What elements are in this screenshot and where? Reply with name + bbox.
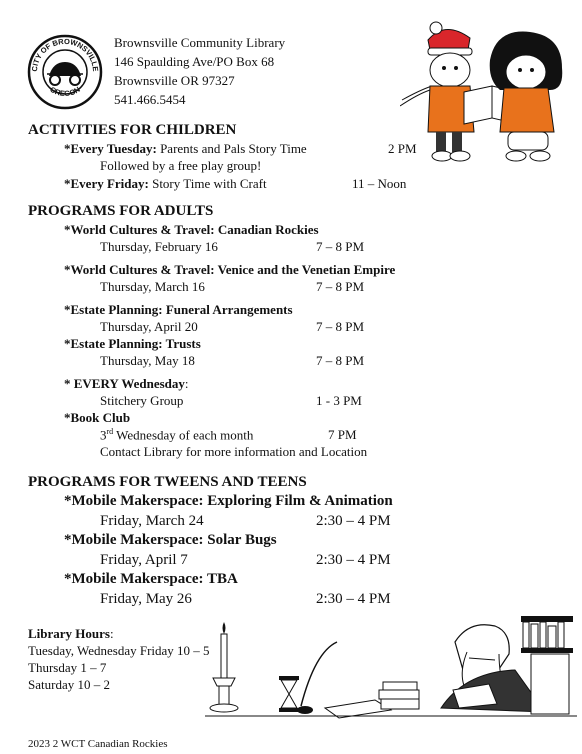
children-reading-illustration	[400, 20, 570, 165]
phone-number: 541.466.5454	[114, 92, 186, 107]
friday-label: *Every Friday:	[64, 176, 149, 191]
program-title-trusts: *Estate Planning: Trusts	[64, 336, 201, 351]
tuesday-line	[64, 141, 307, 157]
tuesday-note: Followed by a free play group!	[100, 158, 262, 173]
program-time: 7 – 8 PM	[316, 353, 365, 368]
makerspace-date: Friday, April 7	[100, 552, 188, 568]
library-hours-label: Library Hours	[28, 626, 110, 641]
friday-line	[64, 176, 267, 192]
tuesday-desc: Parents and Pals Story Time	[156, 141, 307, 156]
book-club-contact: Contact Library for more information and Location	[100, 444, 368, 459]
address-line-1: 146 Spaulding Ave/PO Box 68	[114, 54, 275, 69]
makerspace-title-tba: *Mobile Makerspace: TBA	[64, 571, 238, 587]
program-date: Thursday, March 16	[100, 279, 205, 294]
makerspace-time: 2:30 – 4 PM	[316, 591, 391, 607]
tuesday-time: 2 PM	[388, 141, 417, 156]
wednesday-colon: :	[184, 376, 189, 391]
hours-line-1: Tuesday, Wednesday Friday 10 – 5	[28, 643, 210, 658]
wednesday-line	[64, 376, 189, 392]
city-seal-logo	[27, 34, 103, 110]
program-time: 7 – 8 PM	[316, 239, 365, 254]
book-club-title: *Book Club	[64, 410, 131, 425]
program-date: Thursday, April 20	[100, 319, 198, 334]
library-hours-heading	[28, 626, 114, 642]
svg-text:CITY OF BROWNSVILLE: CITY OF BROWNSVILLE	[29, 36, 101, 72]
tuesday-label: *Every Tuesday:	[64, 141, 157, 156]
program-time: 7 – 8 PM	[316, 279, 365, 294]
stitchery-group: Stitchery Group	[100, 393, 184, 408]
hours-line-3: Saturday 10 – 2	[28, 677, 110, 692]
program-date: Thursday, May 18	[100, 353, 195, 368]
book-club-num: 3	[100, 427, 107, 443]
book-club-time: 7 PM	[328, 427, 357, 442]
book-club-rest: Wednesday of each month	[113, 427, 254, 443]
wednesday-label: * EVERY Wednesday	[64, 376, 185, 391]
teens-heading: PROGRAMS FOR TWEENS AND TEENS	[28, 474, 307, 490]
book-club-sup: rd	[106, 427, 114, 436]
scholar-reading-illustration	[205, 612, 577, 722]
adults-heading: PROGRAMS FOR ADULTS	[28, 203, 214, 219]
makerspace-time: 2:30 – 4 PM	[316, 552, 391, 568]
program-title-canadian-rockies: *World Cultures & Travel: Canadian Rockies	[64, 222, 319, 237]
friday-time: 11 – Noon	[352, 176, 407, 191]
library-name: Brownsville Community Library	[114, 35, 286, 50]
library-hours-colon: :	[109, 626, 114, 641]
children-heading: ACTIVITIES FOR CHILDREN	[28, 122, 237, 138]
makerspace-title-film: *Mobile Makerspace: Exploring Film & Animation	[64, 493, 393, 509]
makerspace-title-solar: *Mobile Makerspace: Solar Bugs	[64, 532, 277, 548]
program-title-venice: *World Cultures & Travel: Venice and the Venetian Empire	[64, 262, 396, 277]
program-time: 7 – 8 PM	[316, 319, 365, 334]
book-club-schedule	[100, 427, 253, 443]
program-date: Thursday, February 16	[100, 239, 218, 254]
footer-text: 2023 2 WCT Canadian Rockies	[28, 738, 168, 750]
friday-desc: Story Time with Craft	[148, 176, 267, 191]
program-title-funeral: *Estate Planning: Funeral Arrangements	[64, 302, 293, 317]
makerspace-date: Friday, March 24	[100, 513, 204, 529]
hours-line-2: Thursday 1 – 7	[28, 660, 107, 675]
makerspace-date: Friday, May 26	[100, 591, 192, 607]
makerspace-time: 2:30 – 4 PM	[316, 513, 391, 529]
stitchery-time: 1 - 3 PM	[316, 393, 362, 408]
address-line-2: Brownsville OR 97327	[114, 73, 235, 88]
svg-text:OREGON: OREGON	[48, 84, 82, 99]
